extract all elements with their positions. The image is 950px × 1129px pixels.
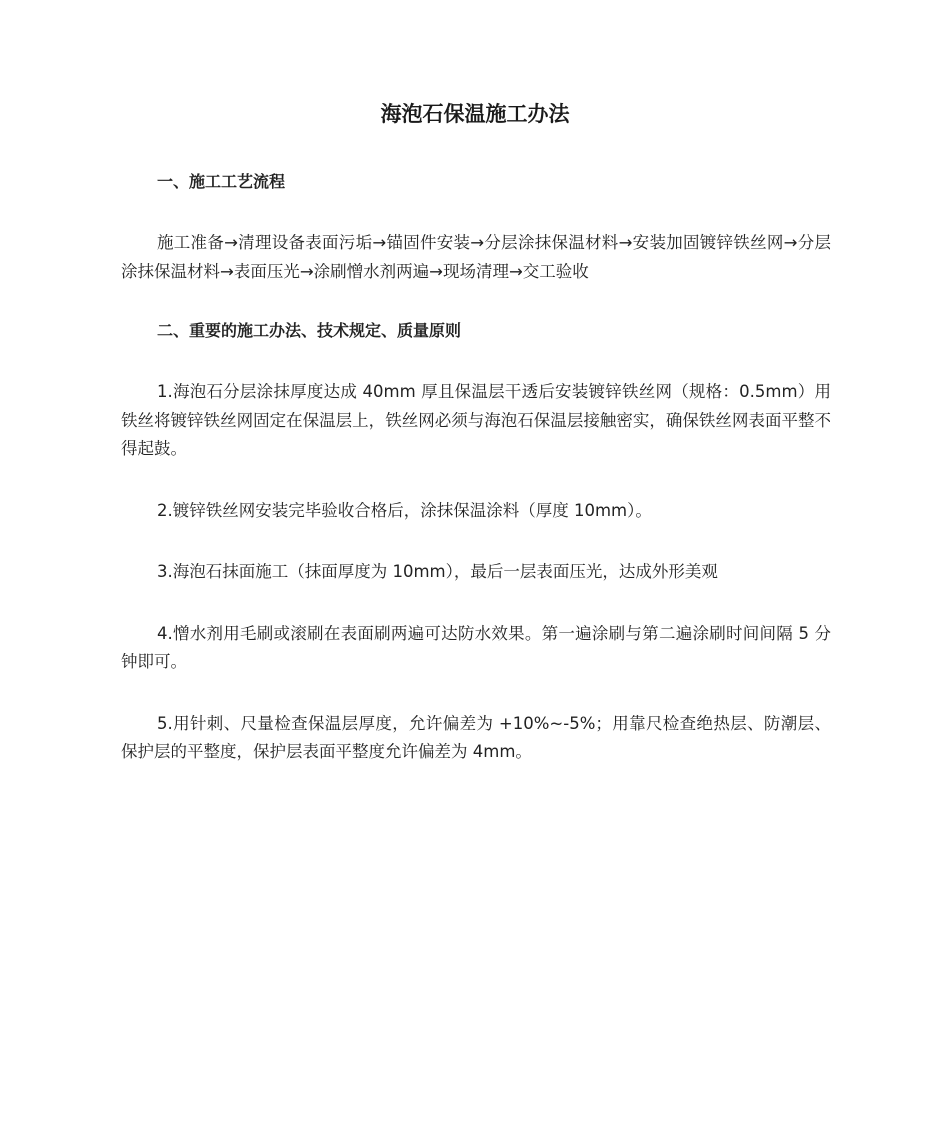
method-item-2: 2.镀锌铁丝网安装完毕验收合格后，涂抹保温涂料（厚度 10mm）。 — [157, 500, 652, 520]
method-item-5: 5.用针刺、尺量检查保温层厚度，允许偏差为 +10%~-5%；用靠尺检查绝热层、防潮层、保护层的平整度，保护层表面平整度允许偏差为 4mm。 — [121, 713, 831, 761]
method-item-1: 1.海泡石分层涂抹厚度达成 40mm 厚且保温层干透后安装镀锌铁丝网（规格：0.5mm）用铁丝将镀锌铁丝网固定在保温层上，铁丝网必须与海泡石保温层接触密实，确保铁丝网表面平整不得起鼓。 — [121, 382, 831, 458]
method-item-3: 3.海泡石抹面施工（抹面厚度为 10mm），最后一层表面压光，达成外形美观 — [157, 562, 718, 581]
process-flow-paragraph: 施工准备→清理设备表面污垢→锚固件安装→分层涂抹保温材料→安装加固镀锌铁丝网→分层涂抹保温材料→表面压光→涂刷憎水剂两遍→现场清理→交工验收 — [121, 233, 831, 281]
section-heading-process: 一、施工工艺流程 — [157, 172, 286, 191]
document-title: 海泡石保温施工办法 — [380, 102, 570, 126]
document-body — [121, 168, 831, 800]
method-item-4: 4.憎水剂用毛刷或滚刷在表面刷两遍可达防水效果。第一遍涂刷与第二遍涂刷时间间隔 5 分钟即可。 — [121, 623, 831, 671]
section-heading-methods: 二、重要的施工办法、技术规定、质量原则 — [157, 321, 462, 340]
